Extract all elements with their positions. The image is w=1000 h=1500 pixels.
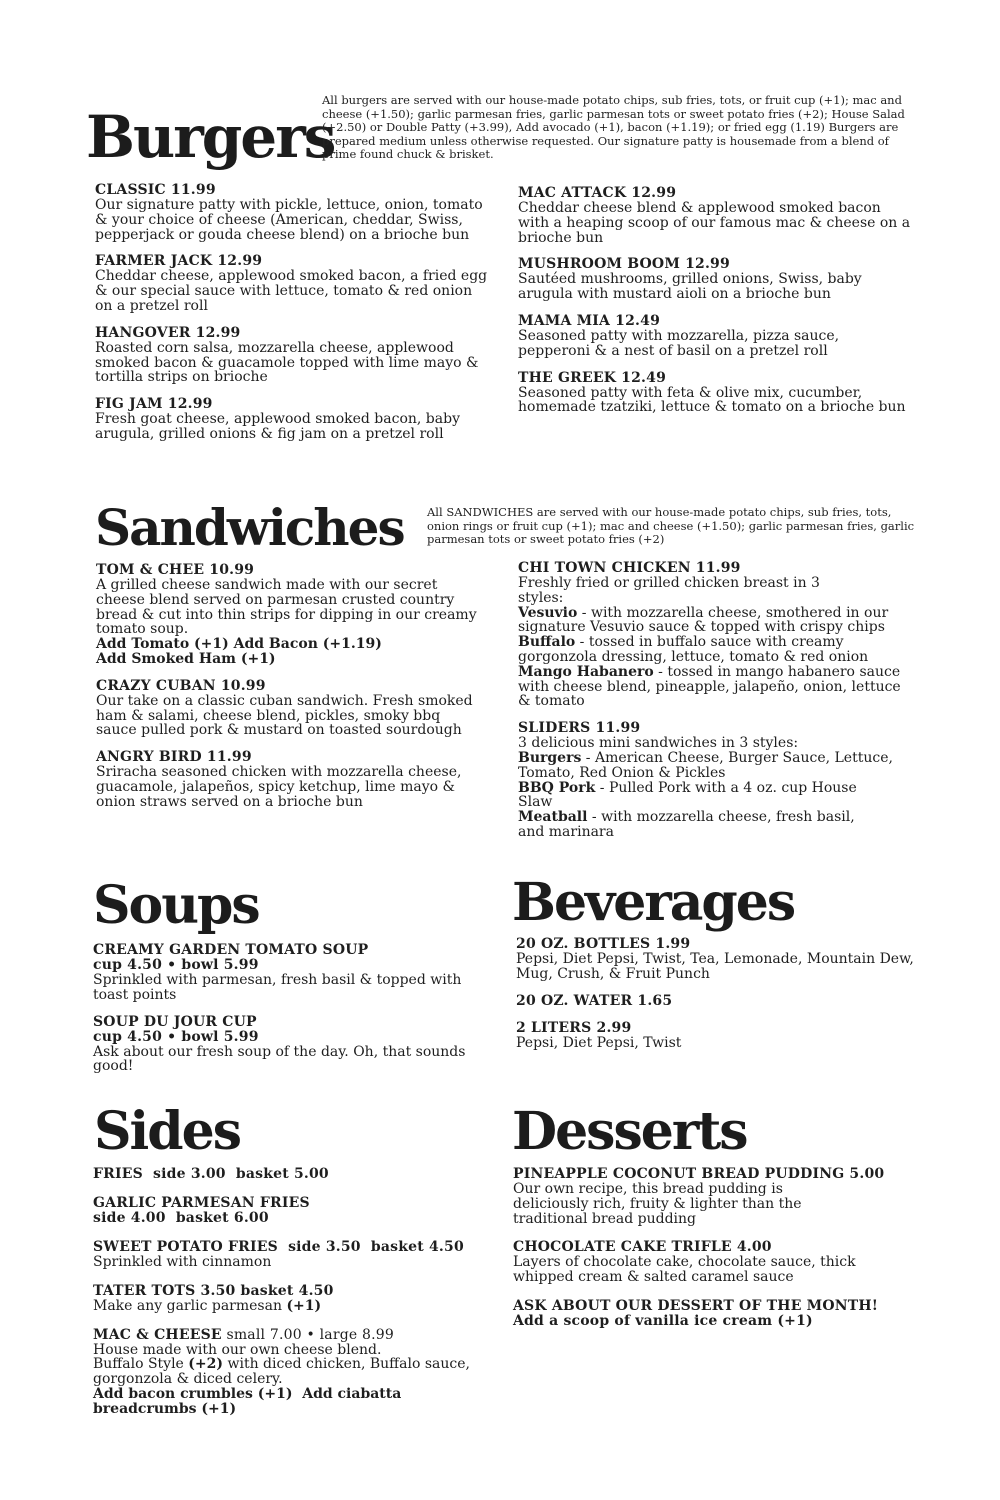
item-prices: small 7.00 • large 8.99 bbox=[221, 1326, 394, 1343]
style-description: - American Cheese, Burger Sauce, Lettuce, Tomato, Red Onion & Pickles bbox=[518, 749, 893, 781]
item-title: CRAZY CUBAN 10.99 bbox=[96, 677, 266, 694]
soups-heading: Soups bbox=[93, 875, 259, 936]
item-prices: side 4.00 basket 6.00 bbox=[93, 1210, 269, 1226]
burgers-heading: Burgers bbox=[86, 103, 335, 171]
style-description: - tossed in buffalo sauce with creamy gorgonzola dressing, lettuce, tomato & red onion bbox=[518, 634, 869, 665]
item-description: House made with our own cheese blend. bbox=[93, 1341, 382, 1358]
menu-item-creamy-garden-tomato-soup bbox=[93, 943, 488, 1003]
style-option-burgers bbox=[518, 751, 908, 781]
item-description: Sprinkled with cinnamon bbox=[93, 1254, 272, 1270]
dessert-month-title: ASK ABOUT OUR DESSERT OF THE MONTH! bbox=[513, 1297, 879, 1314]
item-title: HANGOVER 12.99 bbox=[95, 324, 241, 341]
item-description: Pepsi, Diet Pepsi, Twist bbox=[516, 1034, 682, 1051]
ice-cream-add-on: Add a scoop of vanilla ice cream (+1) bbox=[513, 1312, 813, 1329]
item-description-buffalo bbox=[93, 1357, 473, 1387]
item-title: TOM & CHEE 10.99 bbox=[96, 562, 255, 578]
soups-column bbox=[93, 943, 488, 1074]
item-description-text: with diced chicken, Buffalo sauce, gorgonzola & diced celery. bbox=[93, 1356, 470, 1388]
item-title: 2 LITERS 2.99 bbox=[516, 1019, 632, 1036]
item-description: Sautéed mushrooms, grilled onions, Swiss, baby arugula with mustard aioli on a brioche bun bbox=[518, 271, 862, 303]
item-title: CHOCOLATE CAKE TRIFLE 4.00 bbox=[513, 1239, 772, 1256]
menu-item-angry-bird bbox=[96, 750, 481, 809]
item-description: Cheddar cheese blend & applewood smoked bacon with a heaping scoop of our famous mac & cheese on a brioche bun bbox=[518, 200, 911, 246]
item-title: CREAMY GARDEN TOMATO SOUP bbox=[93, 942, 369, 958]
item-title: MAMA MIA 12.49 bbox=[518, 312, 661, 329]
item-description: Pepsi, Diet Pepsi, Twist, Tea, Lemonade, Mountain Dew, Mug, Crush, & Fruit Punch bbox=[516, 951, 914, 982]
item-description: Our own recipe, this bread pudding is deliciously rich, fruity & lighter than the traditional bread pudding bbox=[513, 1181, 802, 1227]
item-description: A grilled cheese sandwich made with our secret cheese blend served on parmesan crusted country bread & cut into thin strips for dipping in our creamy tomato soup. bbox=[96, 577, 477, 638]
item-description bbox=[93, 1299, 488, 1314]
style-name: Buffalo bbox=[518, 634, 576, 651]
style-name: Meatball bbox=[518, 809, 588, 826]
item-title: SOUP DU JOUR CUP bbox=[93, 1013, 257, 1030]
style-option-bbq-pork bbox=[518, 781, 858, 811]
item-upcharge: (+1) bbox=[286, 1297, 322, 1314]
menu-item-chocolate-cake-trifle bbox=[513, 1240, 913, 1285]
item-title: CHI TOWN CHICKEN 11.99 bbox=[518, 560, 741, 576]
item-description: Ask about our fresh soup of the day. Oh, that sounds good! bbox=[93, 1043, 466, 1075]
item-description: Seasoned patty with feta & olive mix, cucumber, homemade tzatziki, lettuce & tomato on a brioche bun bbox=[518, 384, 906, 416]
sides-heading: Sides bbox=[94, 1101, 241, 1162]
menu-item-mac-attack bbox=[518, 186, 913, 245]
item-description: Seasoned patty with mozzarella, pizza sauce, pepperoni & a nest of basil on a pretzel roll bbox=[518, 327, 840, 359]
menu-item-crazy-cuban bbox=[96, 679, 481, 738]
item-description: Freshly fried or grilled chicken breast in 3 styles: bbox=[518, 575, 820, 606]
item-add-ons: Add Tomato (+1) Add Bacon (+1.19) bbox=[96, 636, 382, 653]
menu-item-hangover bbox=[95, 326, 490, 385]
item-title: THE GREEK 12.49 bbox=[518, 369, 667, 386]
menu-item-sliders bbox=[518, 721, 908, 840]
menu-item-mac-and-cheese bbox=[93, 1328, 488, 1417]
sides-column bbox=[93, 1167, 488, 1417]
item-description-text: Buffalo Style bbox=[93, 1356, 189, 1373]
menu-item-mushroom-boom bbox=[518, 257, 913, 302]
item-title: FIG JAM 12.99 bbox=[95, 396, 213, 413]
menu-item-sweet-potato-fries bbox=[93, 1240, 488, 1270]
sandwiches-heading: Sandwiches bbox=[95, 498, 404, 557]
item-description: Layers of chocolate cake, chocolate sauce, thick whipped cream & salted caramel sauce bbox=[513, 1254, 856, 1286]
item-add-ons: Add Smoked Ham (+1) bbox=[96, 650, 276, 667]
item-description: Cheddar cheese, applewood smoked bacon, a fried egg & our special sauce with lettuce, tomato & red onion on a pretzel roll bbox=[95, 268, 488, 314]
item-description: Roasted corn salsa, mozzarella cheese, applewood smoked bacon & guacamole topped with lime mayo & tortilla strips on brioche bbox=[95, 339, 479, 386]
item-prices: cup 4.50 • bowl 5.99 bbox=[93, 957, 259, 973]
item-title: SLIDERS 11.99 bbox=[518, 720, 641, 737]
beverages-column bbox=[516, 937, 916, 1050]
menu-item-classic bbox=[95, 183, 490, 242]
menu-item-2-liters bbox=[516, 1021, 916, 1051]
menu-item-the-greek bbox=[518, 371, 913, 416]
style-name: Vesuvio bbox=[518, 604, 578, 621]
item-description: Our take on a classic cuban sandwich. Fresh smoked ham & salami, cheese blend, pickles, smoky bbq sauce pulled pork & mustard on toasted sourdough bbox=[96, 692, 473, 739]
menu-item-tater-tots bbox=[93, 1284, 488, 1314]
menu-item-mama-mia bbox=[518, 314, 913, 359]
item-title: FRIES side 3.00 basket 5.00 bbox=[93, 1166, 329, 1182]
item-title: TATER TOTS 3.50 basket 4.50 bbox=[93, 1282, 334, 1299]
item-description: Sriracha seasoned chicken with mozzarella cheese, guacamole, jalapeños, spicy ketchup, lime mayo & onion straws served on a brioche bun bbox=[96, 764, 462, 810]
item-title: SWEET POTATO FRIES side 3.50 basket 4.50 bbox=[93, 1239, 464, 1255]
item-description: 3 delicious mini sandwiches in 3 styles: bbox=[518, 735, 799, 752]
dessert-of-the-month bbox=[513, 1299, 913, 1329]
style-name: Burgers bbox=[518, 749, 582, 766]
style-description: - with mozzarella cheese, smothered in our signature Vesuvio sauce & topped with crispy chips bbox=[518, 604, 889, 636]
desserts-column bbox=[513, 1167, 913, 1329]
style-name: Mango Habanero bbox=[518, 663, 654, 680]
item-title: CLASSIC 11.99 bbox=[95, 182, 216, 198]
item-description: Fresh goat cheese, applewood smoked bacon, baby arugula, grilled onions & fig jam on a pretzel roll bbox=[95, 411, 460, 442]
style-option-vesuvio bbox=[518, 606, 908, 636]
menu-item-fries bbox=[93, 1167, 488, 1182]
menu-item-tom-and-chee bbox=[96, 563, 481, 667]
style-description: - tossed in mango habanero sauce with cheese blend, pineapple, jalapeño, onion, lettuce & tomato bbox=[518, 663, 901, 710]
item-add-ons: Add bacon crumbles (+1) Add ciabatta breadcrumbs (+1) bbox=[93, 1385, 407, 1417]
item-title: MUSHROOM BOOM 12.99 bbox=[518, 256, 730, 273]
beverages-heading: Beverages bbox=[512, 872, 795, 933]
item-title: 20 OZ. WATER 1.65 bbox=[516, 992, 673, 1009]
menu-item-20oz-water bbox=[516, 994, 916, 1009]
item-description: Our signature patty with pickle, lettuce, onion, tomato & your choice of cheese (American, cheddar, Swiss, pepperjack or gouda cheese blend) on a brioche bun bbox=[95, 197, 483, 243]
burgers-left-column bbox=[95, 183, 490, 442]
item-title: FARMER JACK 12.99 bbox=[95, 253, 263, 270]
menu-item-20oz-bottles bbox=[516, 937, 916, 982]
style-option-buffalo bbox=[518, 635, 908, 665]
item-description: Sprinkled with parmesan, fresh basil & topped with toast points bbox=[93, 972, 462, 1003]
sandwiches-left-column bbox=[96, 563, 481, 810]
menu-item-fig-jam bbox=[95, 397, 490, 442]
sandwiches-right-column bbox=[518, 561, 908, 840]
burgers-note: All burgers are served with our house-made potato chips, sub fries, tots, or fruit cup (+1); mac and cheese (+1.50); garlic parmesan fries, garlic parmesan tots or sweet potato fries (+2); House Salad (+2.50) or Double Patty (+3.99), Add avocado (+1), bacon (+1.19); or fried egg (1.19) Burgers are prepared medium unless otherwise requested. Our signature patty is housemade from a blend of prime found chuck & brisket. bbox=[322, 93, 905, 161]
menu-item-farmer-jack bbox=[95, 254, 490, 313]
item-title: MAC ATTACK 12.99 bbox=[518, 185, 677, 201]
desserts-heading: Desserts bbox=[512, 1101, 747, 1162]
item-title: 20 OZ. BOTTLES 1.99 bbox=[516, 936, 691, 952]
item-title-line bbox=[93, 1328, 488, 1343]
menu-item-bread-pudding bbox=[513, 1167, 913, 1226]
sandwiches-note: All SANDWICHES are served with our house-made potato chips, sub fries, tots, onion rings or fruit cup (+1); mac and cheese (+1.50); garlic parmesan fries, garlic parmesan tots or sweet potato fries (+2) bbox=[427, 505, 915, 546]
style-description: - with mozzarella cheese, fresh basil, and marinara bbox=[518, 809, 855, 840]
item-description-text: Make any garlic parmesan bbox=[93, 1297, 287, 1314]
style-description: - Pulled Pork with a 4 oz. cup House Slaw bbox=[518, 779, 857, 811]
item-title: MAC & CHEESE bbox=[93, 1326, 222, 1343]
style-option-mango-habanero bbox=[518, 665, 908, 709]
menu-item-chi-town-chicken bbox=[518, 561, 908, 709]
burgers-right-column bbox=[518, 186, 913, 415]
style-name: BBQ Pork bbox=[518, 779, 596, 796]
item-title: PINEAPPLE COCONUT BREAD PUDDING 5.00 bbox=[513, 1166, 885, 1182]
item-prices: cup 4.50 • bowl 5.99 bbox=[93, 1028, 259, 1045]
style-option-meatball bbox=[518, 810, 863, 840]
item-title: GARLIC PARMESAN FRIES bbox=[93, 1195, 310, 1211]
item-title: ANGRY BIRD 11.99 bbox=[96, 749, 252, 766]
item-upcharge: (+2) bbox=[188, 1356, 224, 1373]
menu-item-garlic-parmesan-fries bbox=[93, 1196, 488, 1226]
menu-item-soup-du-jour bbox=[93, 1015, 488, 1075]
